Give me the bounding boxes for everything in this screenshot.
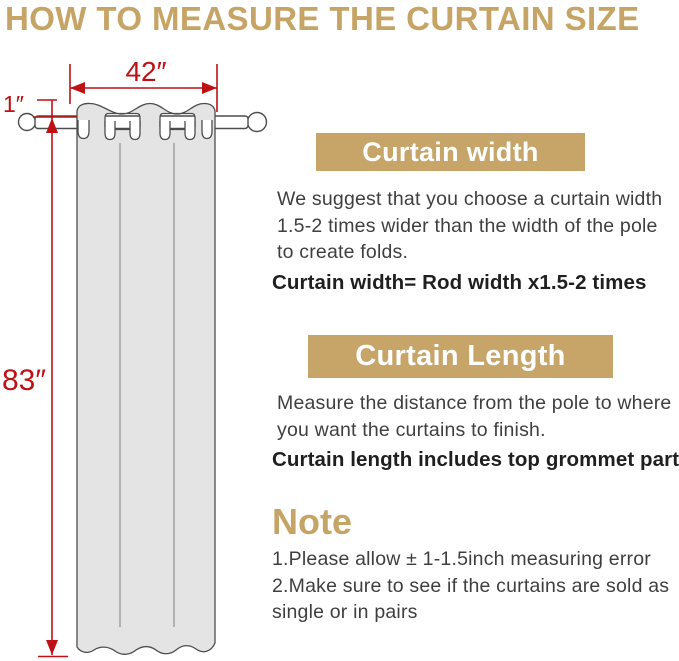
grommet-dimension-label: 1″ [3, 91, 24, 117]
curtain-measurement-diagram [0, 0, 300, 661]
curtain-length-heading: Curtain Length [355, 340, 566, 372]
rod-finial-right [248, 113, 267, 132]
note-item-2: 2.Make sure to see if the curtains are sold as single or in pairs [272, 574, 670, 623]
curtain-length-description: Measure the distance from the pole to where you want the curtains to finish. [277, 392, 672, 441]
note-heading: Note [272, 501, 352, 542]
curtain-width-formula: Curtain width= Rod width x1.5-2 times [272, 271, 647, 294]
curtain-panel [77, 103, 215, 654]
note-list [272, 546, 676, 626]
curtain-length-formula: Curtain length includes top grommet part [272, 448, 679, 471]
length-dimension-label: 83″ [2, 364, 46, 397]
length-arrow-down [46, 640, 58, 655]
width-dimension-label: 42″ [125, 56, 167, 87]
curtain-width-heading: Curtain width [362, 136, 539, 167]
curtain-width-description: We suggest that you choose a curtain width 1.5-2 times wider than the width of the pole to create folds. [277, 188, 663, 263]
width-arrow-left [70, 82, 85, 94]
page-title: HOW TO MEASURE THE CURTAIN SIZE [5, 0, 640, 37]
curtain-length-heading-badge [308, 335, 613, 378]
curtain-width-heading-badge [316, 133, 585, 171]
note-item-1: 1.Please allow ± 1-1.5inch measuring error [272, 548, 651, 570]
width-arrow-right [202, 82, 217, 94]
